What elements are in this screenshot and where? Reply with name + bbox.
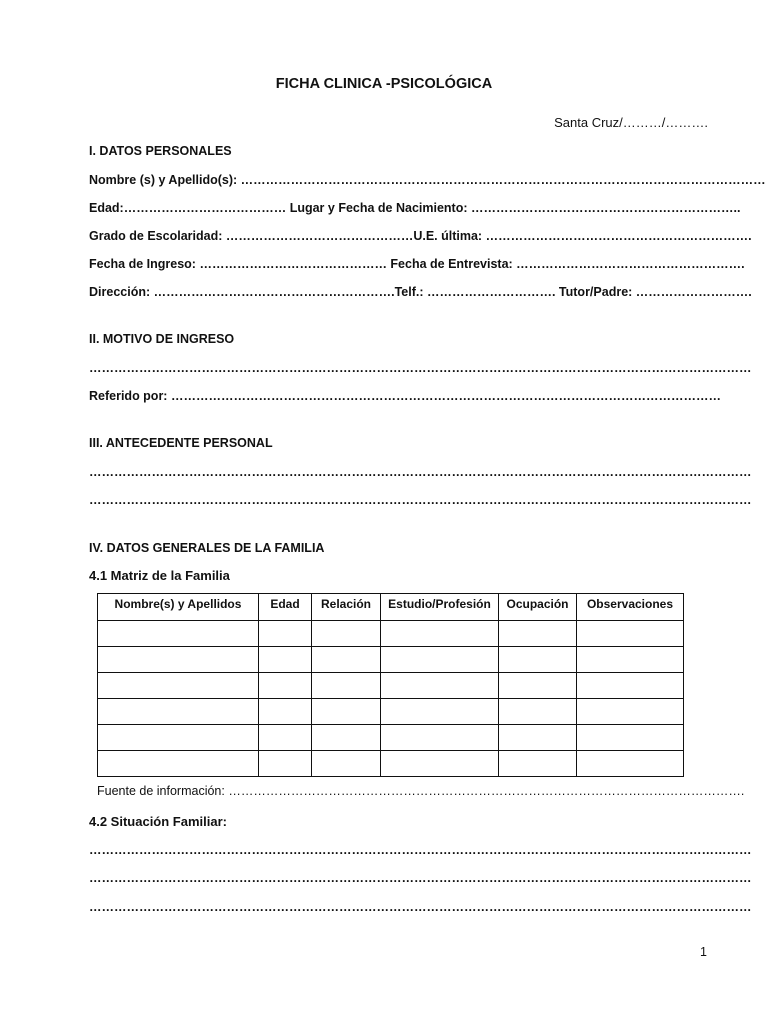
field-escolaridad: Grado de Escolaridad: ………………………………………U.E. última: ……………………………………………………….: [89, 229, 752, 243]
section-heading-motivo: II. MOTIVO DE INGRESO: [89, 332, 235, 346]
table-cell[interactable]: [577, 673, 684, 699]
table-cell[interactable]: [312, 647, 381, 673]
table-cell[interactable]: [499, 699, 577, 725]
table-cell[interactable]: [98, 647, 259, 673]
table-cell[interactable]: [98, 725, 259, 751]
table-row: [98, 725, 684, 751]
table-cell[interactable]: [499, 751, 577, 777]
table-cell[interactable]: [577, 725, 684, 751]
table-header-row: [98, 594, 684, 621]
table-cell[interactable]: [312, 699, 381, 725]
section-heading-familia: IV. DATOS GENERALES DE LA FAMILIA: [89, 541, 325, 555]
table-cell[interactable]: [381, 751, 499, 777]
table-cell[interactable]: [381, 647, 499, 673]
table-cell[interactable]: [577, 751, 684, 777]
table-cell[interactable]: [499, 725, 577, 751]
table-cell[interactable]: [259, 725, 312, 751]
field-fuente: Fuente de información: …………………………………………………………………………………………………………….: [97, 784, 745, 798]
table-cell[interactable]: [312, 751, 381, 777]
table-row: [98, 673, 684, 699]
table-cell[interactable]: [381, 673, 499, 699]
table-cell[interactable]: [499, 647, 577, 673]
dotted-line: ……………………………………………………………………………………………………………………………………………: [89, 871, 752, 885]
dotted-line: ……………………………………………………………………………………………………………………………………………: [89, 493, 752, 507]
table-cell[interactable]: [98, 751, 259, 777]
table-cell[interactable]: [98, 673, 259, 699]
column-header: Edad: [259, 594, 312, 621]
column-header: Nombre(s) y Apellidos: [98, 594, 259, 621]
page-number: 1: [700, 945, 707, 959]
table-cell[interactable]: [499, 621, 577, 647]
table-cell[interactable]: [312, 621, 381, 647]
table-row: [98, 621, 684, 647]
section-heading-personal: I. DATOS PERSONALES: [89, 144, 232, 158]
column-header: Observaciones: [577, 594, 684, 621]
table-cell[interactable]: [577, 621, 684, 647]
section-heading-antecedente: III. ANTECEDENTE PERSONAL: [89, 436, 273, 450]
column-header: Relación: [312, 594, 381, 621]
table-cell[interactable]: [98, 621, 259, 647]
dotted-line: ……………………………………………………………………………………………………………………………………………: [89, 900, 752, 914]
field-direccion: Dirección: ………………………………………………….Telf.: …………………………. Tutor/Padre: ……………………….: [89, 285, 752, 299]
table-cell[interactable]: [259, 673, 312, 699]
table-cell[interactable]: [259, 699, 312, 725]
table-cell[interactable]: [381, 621, 499, 647]
table-row: [98, 751, 684, 777]
table-row: [98, 699, 684, 725]
family-matrix-table: [97, 593, 684, 777]
table-cell[interactable]: [259, 621, 312, 647]
dotted-line: ……………………………………………………………………………………………………………………………………………: [89, 843, 752, 857]
field-referido: Referido por: ……………………………………………………………………………………………………………………: [89, 389, 721, 403]
date-line: Santa Cruz/………/……….: [554, 115, 708, 130]
table-cell[interactable]: [312, 725, 381, 751]
field-edad-lugar: Edad:………………………………… Lugar y Fecha de Nacimiento: ………………………………………………………..: [89, 201, 741, 215]
subheading-situacion: 4.2 Situación Familiar:: [89, 814, 227, 829]
table-cell[interactable]: [577, 699, 684, 725]
table-cell[interactable]: [259, 647, 312, 673]
dotted-line: ……………………………………………………………………………………………………………………………………………: [89, 465, 752, 479]
table-cell[interactable]: [577, 647, 684, 673]
column-header: Estudio/Profesión: [381, 594, 499, 621]
table-cell[interactable]: [98, 699, 259, 725]
table-row: [98, 647, 684, 673]
page-title: FICHA CLINICA -PSICOLÓGICA: [275, 76, 493, 92]
field-ingreso-entrevista: Fecha de Ingreso: ……………………………………… Fecha de Entrevista: ……………………………………………….: [89, 257, 745, 271]
table-cell[interactable]: [381, 699, 499, 725]
dotted-line: ……………………………………………………………………………………………………………………………………………: [89, 361, 752, 375]
table-cell[interactable]: [381, 725, 499, 751]
subheading-matriz: 4.1 Matriz de la Familia: [89, 568, 230, 583]
table-cell[interactable]: [259, 751, 312, 777]
table-cell[interactable]: [499, 673, 577, 699]
table-cell[interactable]: [312, 673, 381, 699]
column-header: Ocupación: [499, 594, 577, 621]
field-nombre: Nombre (s) y Apellido(s): ………………………………………………………………………………………………………………: [89, 173, 766, 187]
